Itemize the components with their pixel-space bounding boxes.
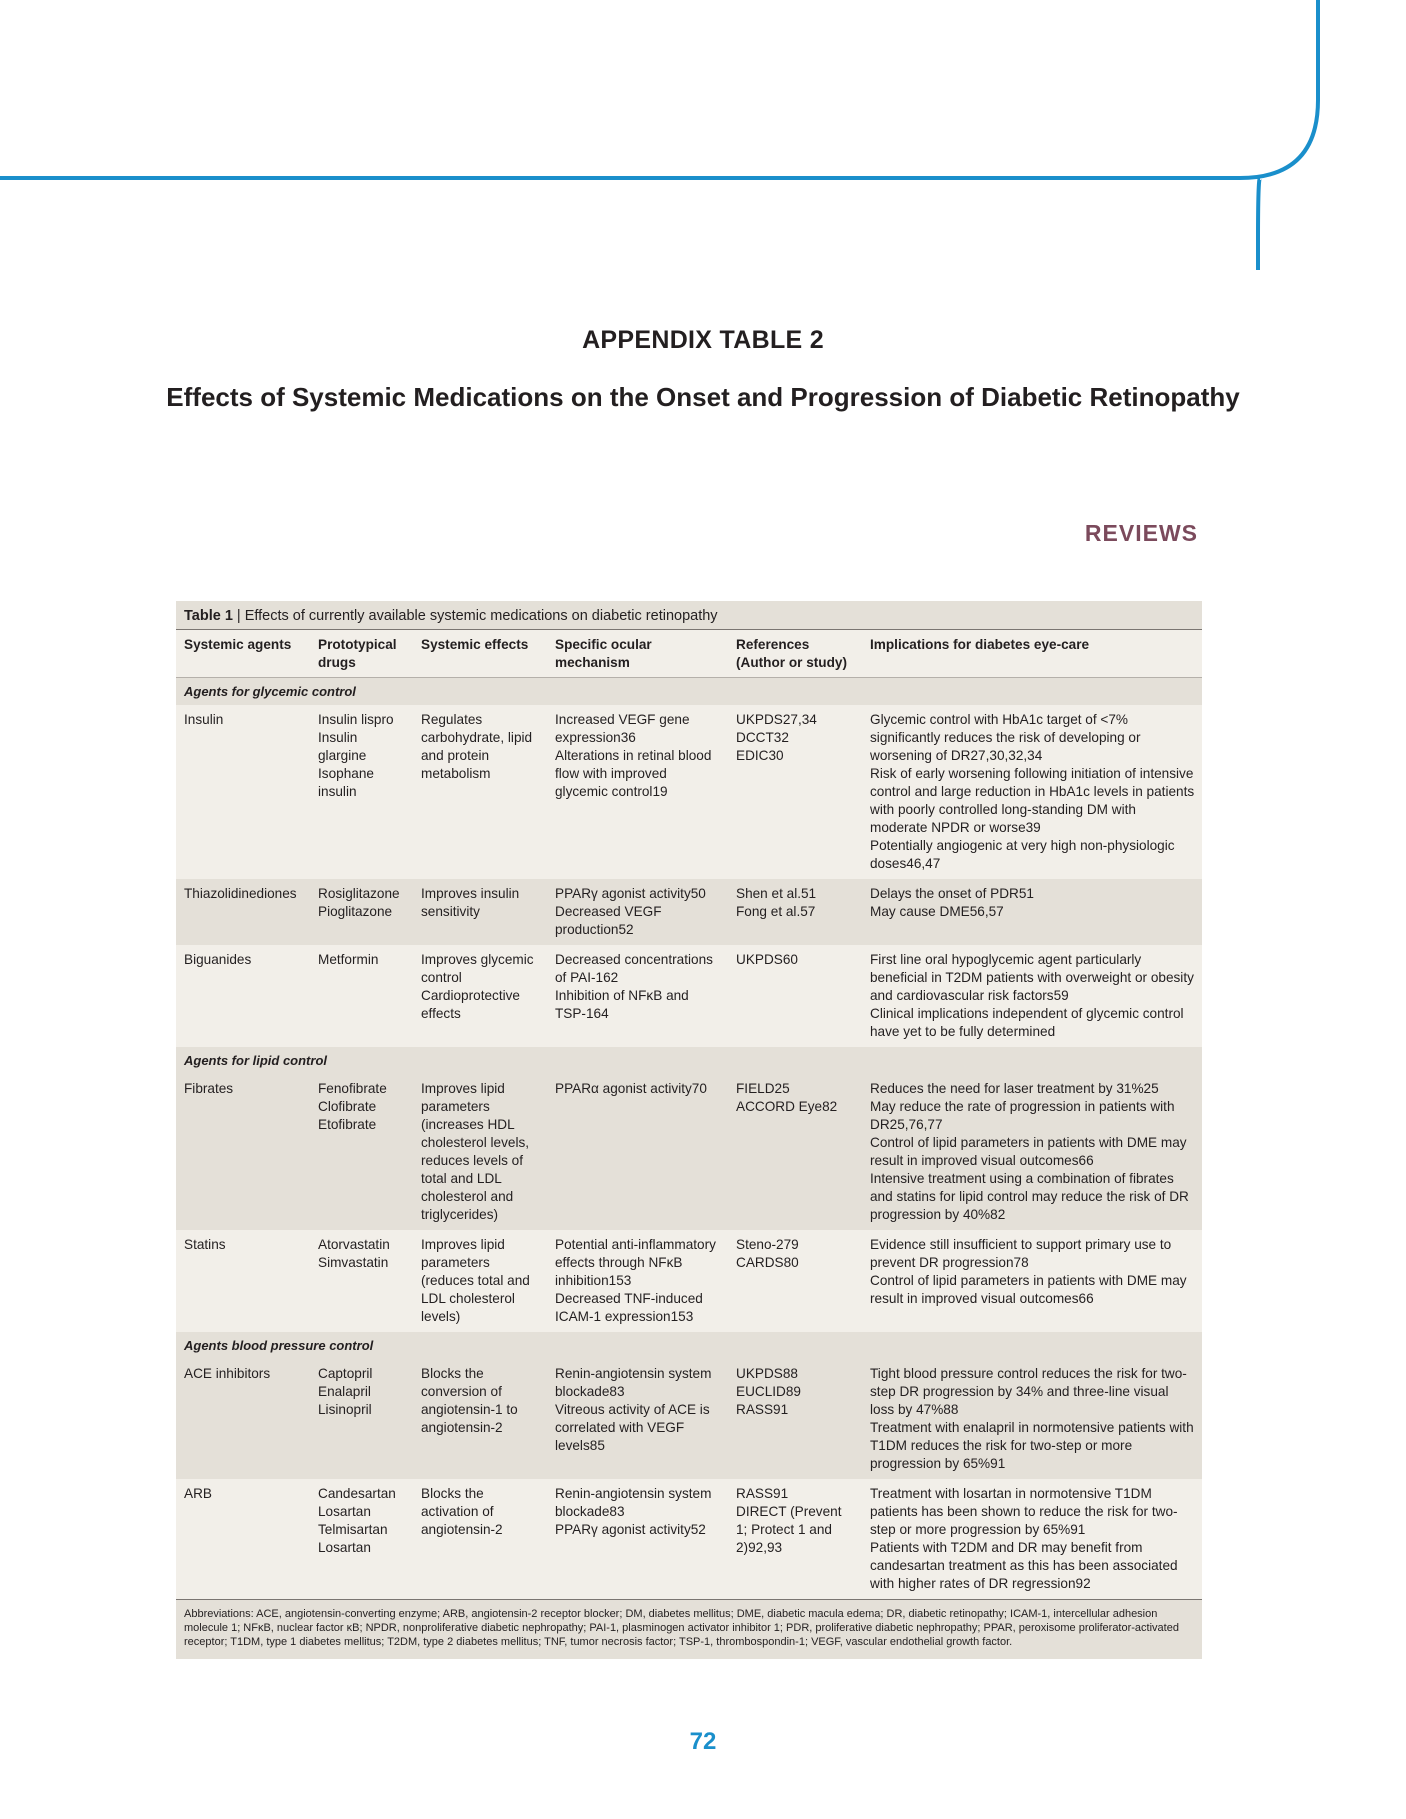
table-caption-separator: |	[232, 608, 245, 624]
cell-prototypical-drugs	[310, 705, 413, 879]
cell-ocular-mechanism	[547, 1479, 728, 1600]
column-header: Systemic effects	[413, 630, 547, 678]
cell-line: Captopril	[318, 1366, 373, 1381]
cell-line: UKPDS60	[736, 952, 798, 967]
cell-prototypical-drugs	[310, 945, 413, 1047]
cell-references	[728, 705, 862, 879]
cell-line: Clofibrate	[318, 1099, 377, 1114]
cell-implications	[862, 945, 1202, 1047]
appendix-title: APPENDIX TABLE 2	[582, 326, 824, 354]
cell-prototypical-drugs	[310, 1479, 413, 1600]
cell-line: PPARγ agonist activity50	[555, 886, 706, 901]
cell-line: RASS91	[736, 1402, 789, 1417]
table-caption	[176, 601, 1202, 630]
cell-line: Improves lipid parameters (reduces total and LDL cholesterol levels)	[421, 1237, 530, 1324]
cell-line: Lisinopril	[318, 1402, 372, 1417]
cell-line: PPARα agonist activity70	[555, 1081, 707, 1096]
table-row	[176, 945, 1202, 1047]
cell-line: Risk of early worsening following initiation of intensive control and large reduction in HbA1c levels in patients with poorly controlled long-standing DM with moderate NPDR or worse39	[870, 766, 1195, 835]
cell-line: Control of lipid parameters in patients with DME may result in improved visual outcomes66	[870, 1135, 1187, 1168]
cell-line: Atorvastatin	[318, 1237, 390, 1252]
group-title: Agents for glycemic control	[176, 678, 1202, 706]
cell-line: May cause DME56,57	[870, 904, 1004, 919]
cell-line: Enalapril	[318, 1384, 371, 1399]
table-caption-text: Effects of currently available systemic medications on diabetic retinopathy	[244, 608, 718, 624]
cell-implications	[862, 705, 1202, 879]
cell-line: DIRECT (Prevent 1; Protect 1 and 2)92,93	[736, 1504, 842, 1555]
cell-line: CARDS80	[736, 1255, 799, 1270]
cell-systemic-agent: ARB	[176, 1479, 310, 1600]
table-row	[176, 879, 1202, 945]
cell-systemic-agent: Thiazolidinediones	[176, 879, 310, 945]
cell-line: Metformin	[318, 952, 379, 967]
cell-ocular-mechanism	[547, 879, 728, 945]
cell-ocular-mechanism	[547, 1230, 728, 1332]
cell-implications	[862, 879, 1202, 945]
abbreviations-row	[176, 1600, 1202, 1660]
cell-systemic-effects	[413, 705, 547, 879]
cell-line: EUCLID89	[736, 1384, 801, 1399]
cell-systemic-agent: Insulin	[176, 705, 310, 879]
table-caption-row	[176, 601, 1202, 630]
cell-implications	[862, 1479, 1202, 1600]
cell-line: Control of lipid parameters in patients with DME may result in improved visual outcomes66	[870, 1273, 1187, 1306]
cell-references	[728, 1230, 862, 1332]
group-title: Agents blood pressure control	[176, 1332, 1202, 1359]
group-header-row	[176, 1047, 1202, 1074]
cell-line: UKPDS88	[736, 1366, 798, 1381]
cell-line: Renin-angiotensin system blockade83	[555, 1486, 712, 1519]
cell-line: RASS91	[736, 1486, 789, 1501]
section-label: REVIEWS	[1084, 520, 1198, 546]
abbreviations-note: Abbreviations: ACE, angiotensin-converting enzyme; ARB, angiotensin-2 receptor blocker; DM, diabetes mellitus; DME, diabetic macula edema; DR, diabetic retinopathy; ICAM-1, intercellular adhesion molecule 1; NFκB, nuclear factor κB; NPDR, nonproliferative diabetic nephropathy; PAI-1, plasminogen activator inhibitor 1; PDR, proliferative diabetic nephropathy; PPAR, peroxisome proliferator-activated receptor; T1DM, type 1 diabetes mellitus; T2DM, type 2 diabetes mellitus; TNF, tumor necrosis factor; TSP-1, thrombospondin-1; VEGF, vascular endothelial growth factor.	[176, 1600, 1202, 1660]
cell-line: Etofibrate	[318, 1117, 377, 1132]
cell-line: Rosiglitazone	[318, 886, 400, 901]
column-header: References (Author or study)	[728, 630, 862, 678]
cell-line: Clinical implications independent of glycemic control have yet to be fully determined	[870, 1006, 1184, 1039]
cell-line: Improves glycemic control	[421, 952, 534, 985]
cell-line: Pioglitazone	[318, 904, 393, 919]
cell-line: Fong et al.57	[736, 904, 816, 919]
cell-line: PPARγ agonist activity52	[555, 1522, 706, 1537]
cell-line: Treatment with enalapril in normotensive patients with T1DM reduces the risk for two-step or more progression by 65%91	[870, 1420, 1194, 1471]
column-header: Specific ocular mechanism	[547, 630, 728, 678]
cell-line: Fenofibrate	[318, 1081, 387, 1096]
column-header: Prototypical drugs	[310, 630, 413, 678]
main-title: Effects of Systemic Medications on the Onset and Progression of Diabetic Retinopathy	[166, 382, 1240, 412]
table-row	[176, 1359, 1202, 1479]
group-header-row	[176, 1332, 1202, 1359]
cell-line: Patients with T2DM and DR may benefit from candesartan treatment as this has been associated with higher rates of DR regression92	[870, 1540, 1178, 1591]
cell-systemic-agent: Fibrates	[176, 1074, 310, 1230]
cell-line: Steno-279	[736, 1237, 799, 1252]
decorative-header-lines	[0, 0, 1406, 280]
cell-references	[728, 1359, 862, 1479]
cell-line: Insulin lispro	[318, 712, 394, 727]
header-drop-line	[1258, 178, 1260, 270]
group-title: Agents for lipid control	[176, 1047, 1202, 1074]
cell-line: First line oral hypoglycemic agent particularly beneficial in T2DM patients with overweight or obesity and cardiovascular risk factors59	[870, 952, 1194, 1003]
cell-line: UKPDS27,34	[736, 712, 817, 727]
cell-line: Losartan	[318, 1504, 371, 1519]
cell-line: Candesartan	[318, 1486, 396, 1501]
cell-references	[728, 1074, 862, 1230]
cell-line: Simvastatin	[318, 1255, 389, 1270]
cell-line: May reduce the rate of progression in patients with DR25,76,77	[870, 1099, 1175, 1132]
table-header-row	[176, 630, 1202, 678]
cell-references	[728, 945, 862, 1047]
cell-references	[728, 1479, 862, 1600]
cell-systemic-effects	[413, 1479, 547, 1600]
cell-line: Improves lipid parameters (increases HDL cholesterol levels, reduces levels of total and LDL cholesterol and triglycerides)	[421, 1081, 530, 1222]
cell-line: Reduces the need for laser treatment by 31%25	[870, 1081, 1159, 1096]
cell-line: Renin-angiotensin system blockade83	[555, 1366, 712, 1399]
cell-ocular-mechanism	[547, 1074, 728, 1230]
medications-table	[176, 601, 1202, 1659]
cell-systemic-effects	[413, 945, 547, 1047]
cell-line: Losartan	[318, 1540, 371, 1555]
cell-ocular-mechanism	[547, 705, 728, 879]
cell-systemic-agent: Statins	[176, 1230, 310, 1332]
cell-systemic-effects	[413, 1074, 547, 1230]
cell-systemic-agent: ACE inhibitors	[176, 1359, 310, 1479]
medications-table-panel	[176, 601, 1202, 1659]
cell-line: Intensive treatment using a combination of fibrates and statins for lipid control may reduce the risk of DR progression by 40%82	[870, 1171, 1189, 1222]
cell-line: Increased VEGF gene expression36	[555, 712, 690, 745]
cell-line: Improves insulin sensitivity	[421, 886, 520, 919]
cell-line: Alterations in retinal blood flow with improved glycemic control19	[555, 748, 712, 799]
cell-line: Decreased concentrations of PAI-162	[555, 952, 713, 985]
cell-line: Blocks the conversion of angiotensin-1 to angiotensin-2	[421, 1366, 518, 1435]
cell-line: Cardioprotective effects	[421, 988, 520, 1021]
table-row	[176, 1230, 1202, 1332]
cell-line: FIELD25	[736, 1081, 790, 1096]
cell-line: Vitreous activity of ACE is correlated with VEGF levels85	[555, 1402, 710, 1453]
cell-implications	[862, 1074, 1202, 1230]
table-caption-label: Table 1	[184, 608, 233, 624]
cell-line: EDIC30	[736, 748, 784, 763]
cell-implications	[862, 1230, 1202, 1332]
cell-line: Decreased VEGF production52	[555, 904, 662, 937]
column-header: Systemic agents	[176, 630, 310, 678]
cell-prototypical-drugs	[310, 879, 413, 945]
cell-prototypical-drugs	[310, 1230, 413, 1332]
cell-line: DCCT32	[736, 730, 789, 745]
cell-line: ACCORD Eye82	[736, 1099, 838, 1114]
cell-line: Inhibition of NFκB and TSP-164	[555, 988, 689, 1021]
table-row	[176, 1479, 1202, 1600]
cell-references	[728, 879, 862, 945]
page-number: 72	[689, 1728, 717, 1755]
cell-line: Potentially angiogenic at very high non-physiologic doses46,47	[870, 838, 1175, 871]
cell-ocular-mechanism	[547, 945, 728, 1047]
cell-line: Insulin glargine	[318, 730, 367, 763]
cell-systemic-effects	[413, 1359, 547, 1479]
cell-line: Decreased TNF-induced ICAM-1 expression153	[555, 1291, 703, 1324]
cell-prototypical-drugs	[310, 1359, 413, 1479]
header-curve-line	[0, 0, 1318, 178]
cell-line: Potential anti-inflammatory effects through NFκB inhibition153	[555, 1237, 716, 1288]
cell-prototypical-drugs	[310, 1074, 413, 1230]
cell-line: Regulates carbohydrate, lipid and protein metabolism	[421, 712, 533, 781]
cell-line: Blocks the activation of angiotensin-2	[421, 1486, 503, 1537]
cell-line: Isophane insulin	[318, 766, 374, 799]
cell-line: Tight blood pressure control reduces the risk for two-step DR progression by 34% and three-line visual loss by 47%88	[870, 1366, 1187, 1417]
table-row	[176, 705, 1202, 879]
cell-ocular-mechanism	[547, 1359, 728, 1479]
cell-systemic-agent: Biguanides	[176, 945, 310, 1047]
cell-line: Shen et al.51	[736, 886, 817, 901]
cell-line: Glycemic control with HbA1c target of <7% significantly reduces the risk of developing or worsening of DR27,30,32,34	[870, 712, 1141, 763]
cell-line: Evidence still insufficient to support primary use to prevent DR progression78	[870, 1237, 1172, 1270]
cell-implications	[862, 1359, 1202, 1479]
cell-systemic-effects	[413, 1230, 547, 1332]
group-header-row	[176, 678, 1202, 706]
cell-line: Delays the onset of PDR51	[870, 886, 1034, 901]
cell-line: Treatment with losartan in normotensive T1DM patients has been shown to reduce the risk for two-step or more progression by 65%91	[870, 1486, 1178, 1537]
table-row	[176, 1074, 1202, 1230]
cell-line: Telmisartan	[318, 1522, 388, 1537]
column-header: Implications for diabetes eye-care	[862, 630, 1202, 678]
cell-systemic-effects	[413, 879, 547, 945]
